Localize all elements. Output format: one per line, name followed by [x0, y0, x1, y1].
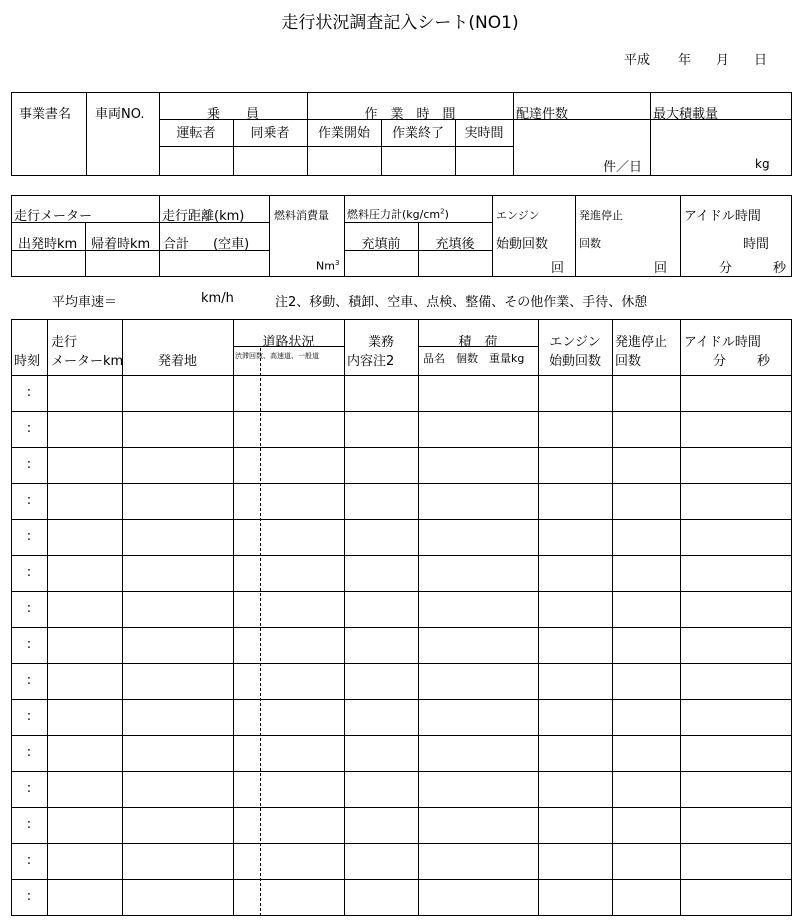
engine-header-2: 始動回数 — [548, 354, 601, 369]
return-km-label: 帰着時km — [91, 237, 151, 252]
table-row-line — [11, 483, 792, 484]
duty-header-2: 内容注2 — [347, 354, 395, 369]
time-header: 時刻 — [14, 354, 41, 369]
table-row-line — [11, 375, 792, 376]
table-row-line — [11, 555, 792, 556]
idle-min-label: 分 — [719, 261, 733, 276]
cargo-subheader: 品名 個数 重量kg — [423, 352, 525, 365]
stop-go-header-2: 回数 — [615, 354, 642, 369]
engine-label: エンジン — [496, 209, 540, 222]
row-time-colon: : — [26, 781, 32, 796]
pressure-text: 燃料圧力計(kg/cm — [347, 208, 441, 221]
distance-label: 走行距離(km) — [162, 209, 245, 224]
stop-go-label: 発進停止 — [579, 209, 623, 222]
odometer-header-2: メーターkm — [51, 354, 124, 369]
row-time-colon: : — [26, 529, 32, 544]
odometer-header-1: 走行 — [51, 335, 78, 350]
odometer-label: 走行メーター — [14, 209, 93, 224]
table-row-line — [11, 843, 792, 844]
driver-label: 運転者 — [176, 126, 216, 141]
work-start-label: 作業開始 — [317, 126, 370, 141]
row-time-colon: : — [26, 565, 32, 580]
depart-km-label: 出発時km — [18, 237, 78, 252]
engine-starts-label: 始動回数 — [496, 237, 549, 252]
fuel-unit-sup: 3 — [334, 259, 340, 267]
row-time-colon: : — [26, 745, 32, 760]
table-row-line — [11, 627, 792, 628]
table-row-line — [11, 735, 792, 736]
pressure-close: ) — [444, 208, 449, 221]
before-fill-label: 充填前 — [361, 237, 401, 252]
row-time-colon: : — [26, 493, 32, 508]
table-row-line — [11, 879, 792, 880]
pressure-sup: 2 — [440, 207, 445, 216]
date-day: 日 — [754, 53, 768, 68]
row-time-colon: : — [26, 601, 32, 616]
date-year: 年 — [678, 53, 692, 68]
row-time-colon: : — [26, 889, 32, 904]
deliveries-unit: 件／日 — [603, 160, 643, 175]
duty-header-1: 業務 — [367, 335, 394, 350]
fuel-unit — [316, 259, 339, 273]
row-time-colon: : — [26, 385, 32, 400]
deliveries-label: 配達件数 — [516, 107, 569, 122]
idle-sec-label: 秒 — [773, 261, 787, 276]
idle-label: アイドル時間 — [684, 209, 761, 224]
work-end-label: 作業終了 — [391, 126, 444, 141]
max-load-label: 最大積載量 — [653, 107, 719, 122]
stop-go-header-1: 発進停止 — [615, 335, 668, 350]
idle-min-header: 分 — [713, 354, 727, 369]
table-row-line — [11, 699, 792, 700]
road-header: 道路状況 — [262, 335, 315, 350]
place-header: 発着地 — [157, 354, 197, 369]
actual-time-label: 実時間 — [464, 126, 504, 141]
office-name-label: 事業書名 — [19, 107, 72, 122]
passenger-label: 同乗者 — [250, 126, 290, 141]
idle-sec-header: 秒 — [757, 354, 771, 369]
row-time-colon: : — [26, 709, 32, 724]
row-time-colon: : — [26, 421, 32, 436]
fuel-label: 燃料消費量 — [274, 209, 329, 222]
engine-unit: 回 — [551, 261, 565, 276]
cargo-header: 積 荷 — [458, 335, 498, 350]
table-row-line — [11, 663, 792, 664]
table-row-line — [11, 771, 792, 772]
idle-hours-label: 時間 — [743, 237, 770, 252]
row-time-colon: : — [26, 817, 32, 832]
avg-speed-unit: km/h — [201, 291, 234, 306]
avg-speed-label: 平均車速＝ — [52, 295, 118, 310]
table-row-line — [11, 411, 792, 412]
pressure-label — [347, 206, 449, 222]
after-fill-label: 充填後 — [435, 237, 475, 252]
crew-label: 乗 員 — [206, 107, 259, 122]
engine-header-1: エンジン — [549, 335, 601, 350]
table-row-line — [11, 807, 792, 808]
row-time-colon: : — [26, 673, 32, 688]
empty-label: (空車) — [213, 237, 250, 252]
fuel-unit-text: Nm — [316, 259, 335, 273]
idle-header: アイドル時間 — [684, 335, 761, 350]
total-label: 合計 — [163, 237, 190, 252]
work-time-label: 作 業 時 間 — [364, 107, 456, 122]
stop-go-unit: 回 — [654, 261, 668, 276]
max-load-unit: kg — [755, 157, 770, 171]
date-era: 平成 — [624, 53, 651, 68]
row-time-colon: : — [26, 637, 32, 652]
table-row-line — [11, 447, 792, 448]
row-time-colon: : — [26, 853, 32, 868]
vehicle-no-label: 車両NO. — [95, 107, 145, 122]
stop-go-count-label: 回数 — [579, 237, 601, 250]
note2-text: 注2、移動、積卸、空車、点検、整備、その他作業、手待、休憩 — [275, 295, 648, 310]
page-title: 走行状況調査記入シート(NO1) — [281, 13, 519, 33]
table-row-line — [11, 519, 792, 520]
table-row-line — [11, 591, 792, 592]
road-subheader: 渋滞回数、高速道、一般道 — [235, 352, 319, 360]
row-time-colon: : — [26, 457, 32, 472]
date-month: 月 — [716, 53, 730, 68]
